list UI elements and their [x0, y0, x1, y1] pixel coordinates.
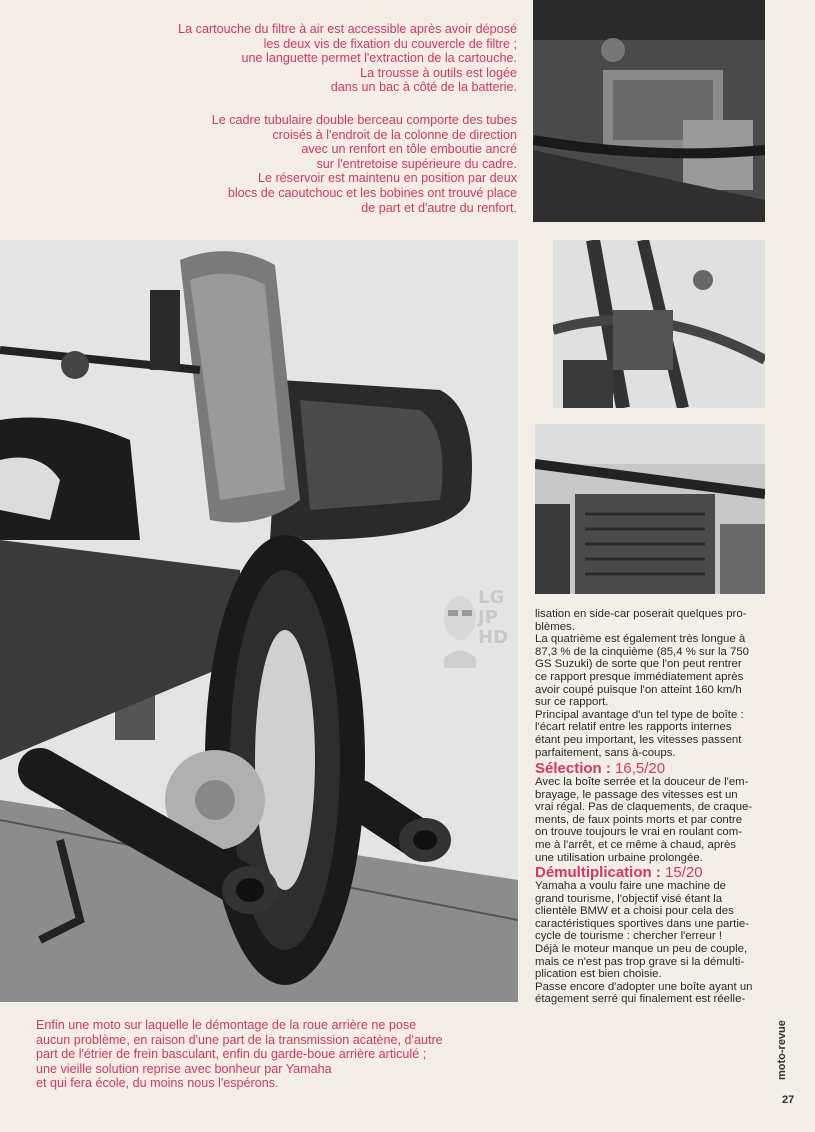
magazine-name: moto-revue [776, 1020, 788, 1080]
page-number: 27 [782, 1094, 795, 1106]
watermark-text: LG JP HD [478, 587, 509, 648]
selection-title: Sélection : [535, 760, 611, 777]
selection-score: 16,5/20 [615, 760, 666, 777]
watermark-logo [440, 588, 520, 668]
face-icon [440, 588, 480, 668]
demultiplication-score: 15/20 [665, 864, 703, 881]
photo-battery-tray [533, 0, 765, 222]
photo-frame-tubes [553, 240, 765, 408]
demultiplication-heading [535, 864, 703, 881]
selection-body: Avec la boîte serrée et la douceur de l'em- brayage, le passage des vitesses est un vrai régal. Pas de claquements, de craque- ments, de faux points morts et par contre on trouve toujours le vrai en roulant com- me à l'arrêt, et ce même à chaud, après une utilisation urbaine prolongée. [535, 776, 753, 864]
air-filter-caption: La cartouche du filtre à air est accessible après avoir déposé les deux vis de fixation du couvercle de filtre ; une languette permet l'extraction de la cartouche. La trousse à outils est logée dans un bac à côté de la batterie. [178, 22, 517, 95]
demultiplication-body: Yamaha a voulu faire une machine de grand tourisme, l'objectif visé étant la clientèle BMW et a choisi pour cela des caractéristiques sportives dans une partie- cycle de tourisme : chercher l'erreur ! Déjà le moteur manque un peu de couple, mais ce n'est pas trop grave si la démulti- plication est bien choisie. Passe encore d'adopter une boîte ayant un étagement serré qui finalement est réelle- [535, 880, 753, 1006]
demultiplication-title: Démultiplication : [535, 864, 661, 881]
gearbox-intro-text: lisation en side-car poserait quelques pro- blèmes. La quatrième est également très longue à 87,3 % de la cinquième (85,4 % sur la 750 GS Suzuki) de sorte que l'on peut rentrer ce rapport presque immédiatement après avoir coupé puisque l'on atteint 160 km/h sur ce rapport. Principal avantage d'un tel type de boîte : l'écart relatif entre les rapports internes étant peu important, les vitesses passent parfaitement, sans à-coups. [535, 608, 750, 759]
selection-heading [535, 760, 665, 777]
photo-engine [535, 424, 765, 594]
rear-wheel-caption: Enfin une moto sur laquelle le démontage de la roue arrière ne pose aucun problème, en raison d'une part de la transmission acatène, d'autre part de l'étrier de frein basculant, enfin du garde-boue arrière articulé ; une vieille solution reprise avec bonheur par Yamaha et qui fera école, du moins nous l'espérons. [36, 1018, 443, 1091]
frame-caption: Le cadre tubulaire double berceau comporte des tubes croisés à l'endroit de la colonne de direction avec un renfort en tôle emboutie ancré sur l'entretoise supérieure du cadre. Le réservoir est maintenu en position par deux blocs de caoutchouc et les bobines ont trouvé place de part et d'autre du renfort. [211, 113, 517, 215]
